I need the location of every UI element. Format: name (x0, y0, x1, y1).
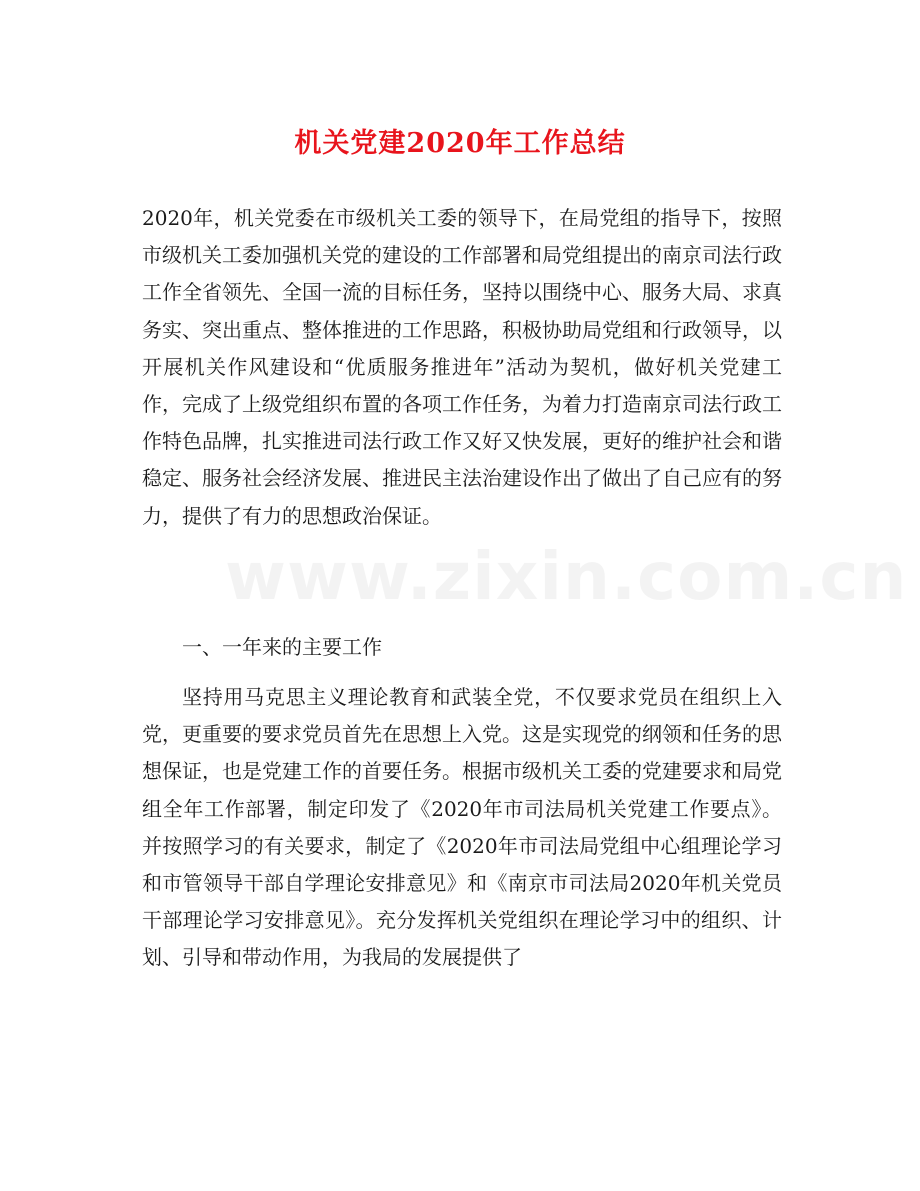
document-title: 机关党建2020年工作总结 (294, 128, 626, 159)
paragraph-intro: 2020年，机关党委在市级机关工委的领导下，在局党组的指导下，按照市级机关工委加强机关党的建设的工作部署和局党组提出的南京司法行政工作全省领先、全国一流的目标任务，坚持以围绕中心、服务大局、求真务实、突出重点、整体推进的工作思路，积极协助局党组和行政领导，以开展机关作风建设和“优质服务推进年”活动为契机，做好机关党建工作，完成了上级党组织布置的各项工作任务，为着力打造南京司法行政工作特色品牌，扎实推进司法行政工作又好又快发展，更好的维护社会和谐稳定、服务社会经济发展、推进民主法治建设作出了做出了自己应有的努力，提供了有力的思想政治保证。 (142, 206, 782, 528)
paragraph-theory-study: 坚持用马克思主义理论教育和武装全党，不仅要求党员在组织上入党，更重要的要求党员首先在思想上入党。这是实现党的纲领和任务的思想保证，也是党建工作的首要任务。根据市级机关工委的党建要求和局党组全年工作部署，制定印发了《2020年市司法局机关党建工作要点》。并按照学习的有关要求，制定了《2020年市司法局党组中心组理论学习和市管领导干部自学理论安排意见》和《南京市司法局2020年机关党员干部理论学习安排意见》。充分发挥机关党组织在理论学习中的组织、计划、引导和带动作用，为我局的发展提供了 (142, 685, 782, 970)
section-heading: 一、一年来的主要工作 (182, 635, 382, 659)
watermark (225, 538, 907, 615)
